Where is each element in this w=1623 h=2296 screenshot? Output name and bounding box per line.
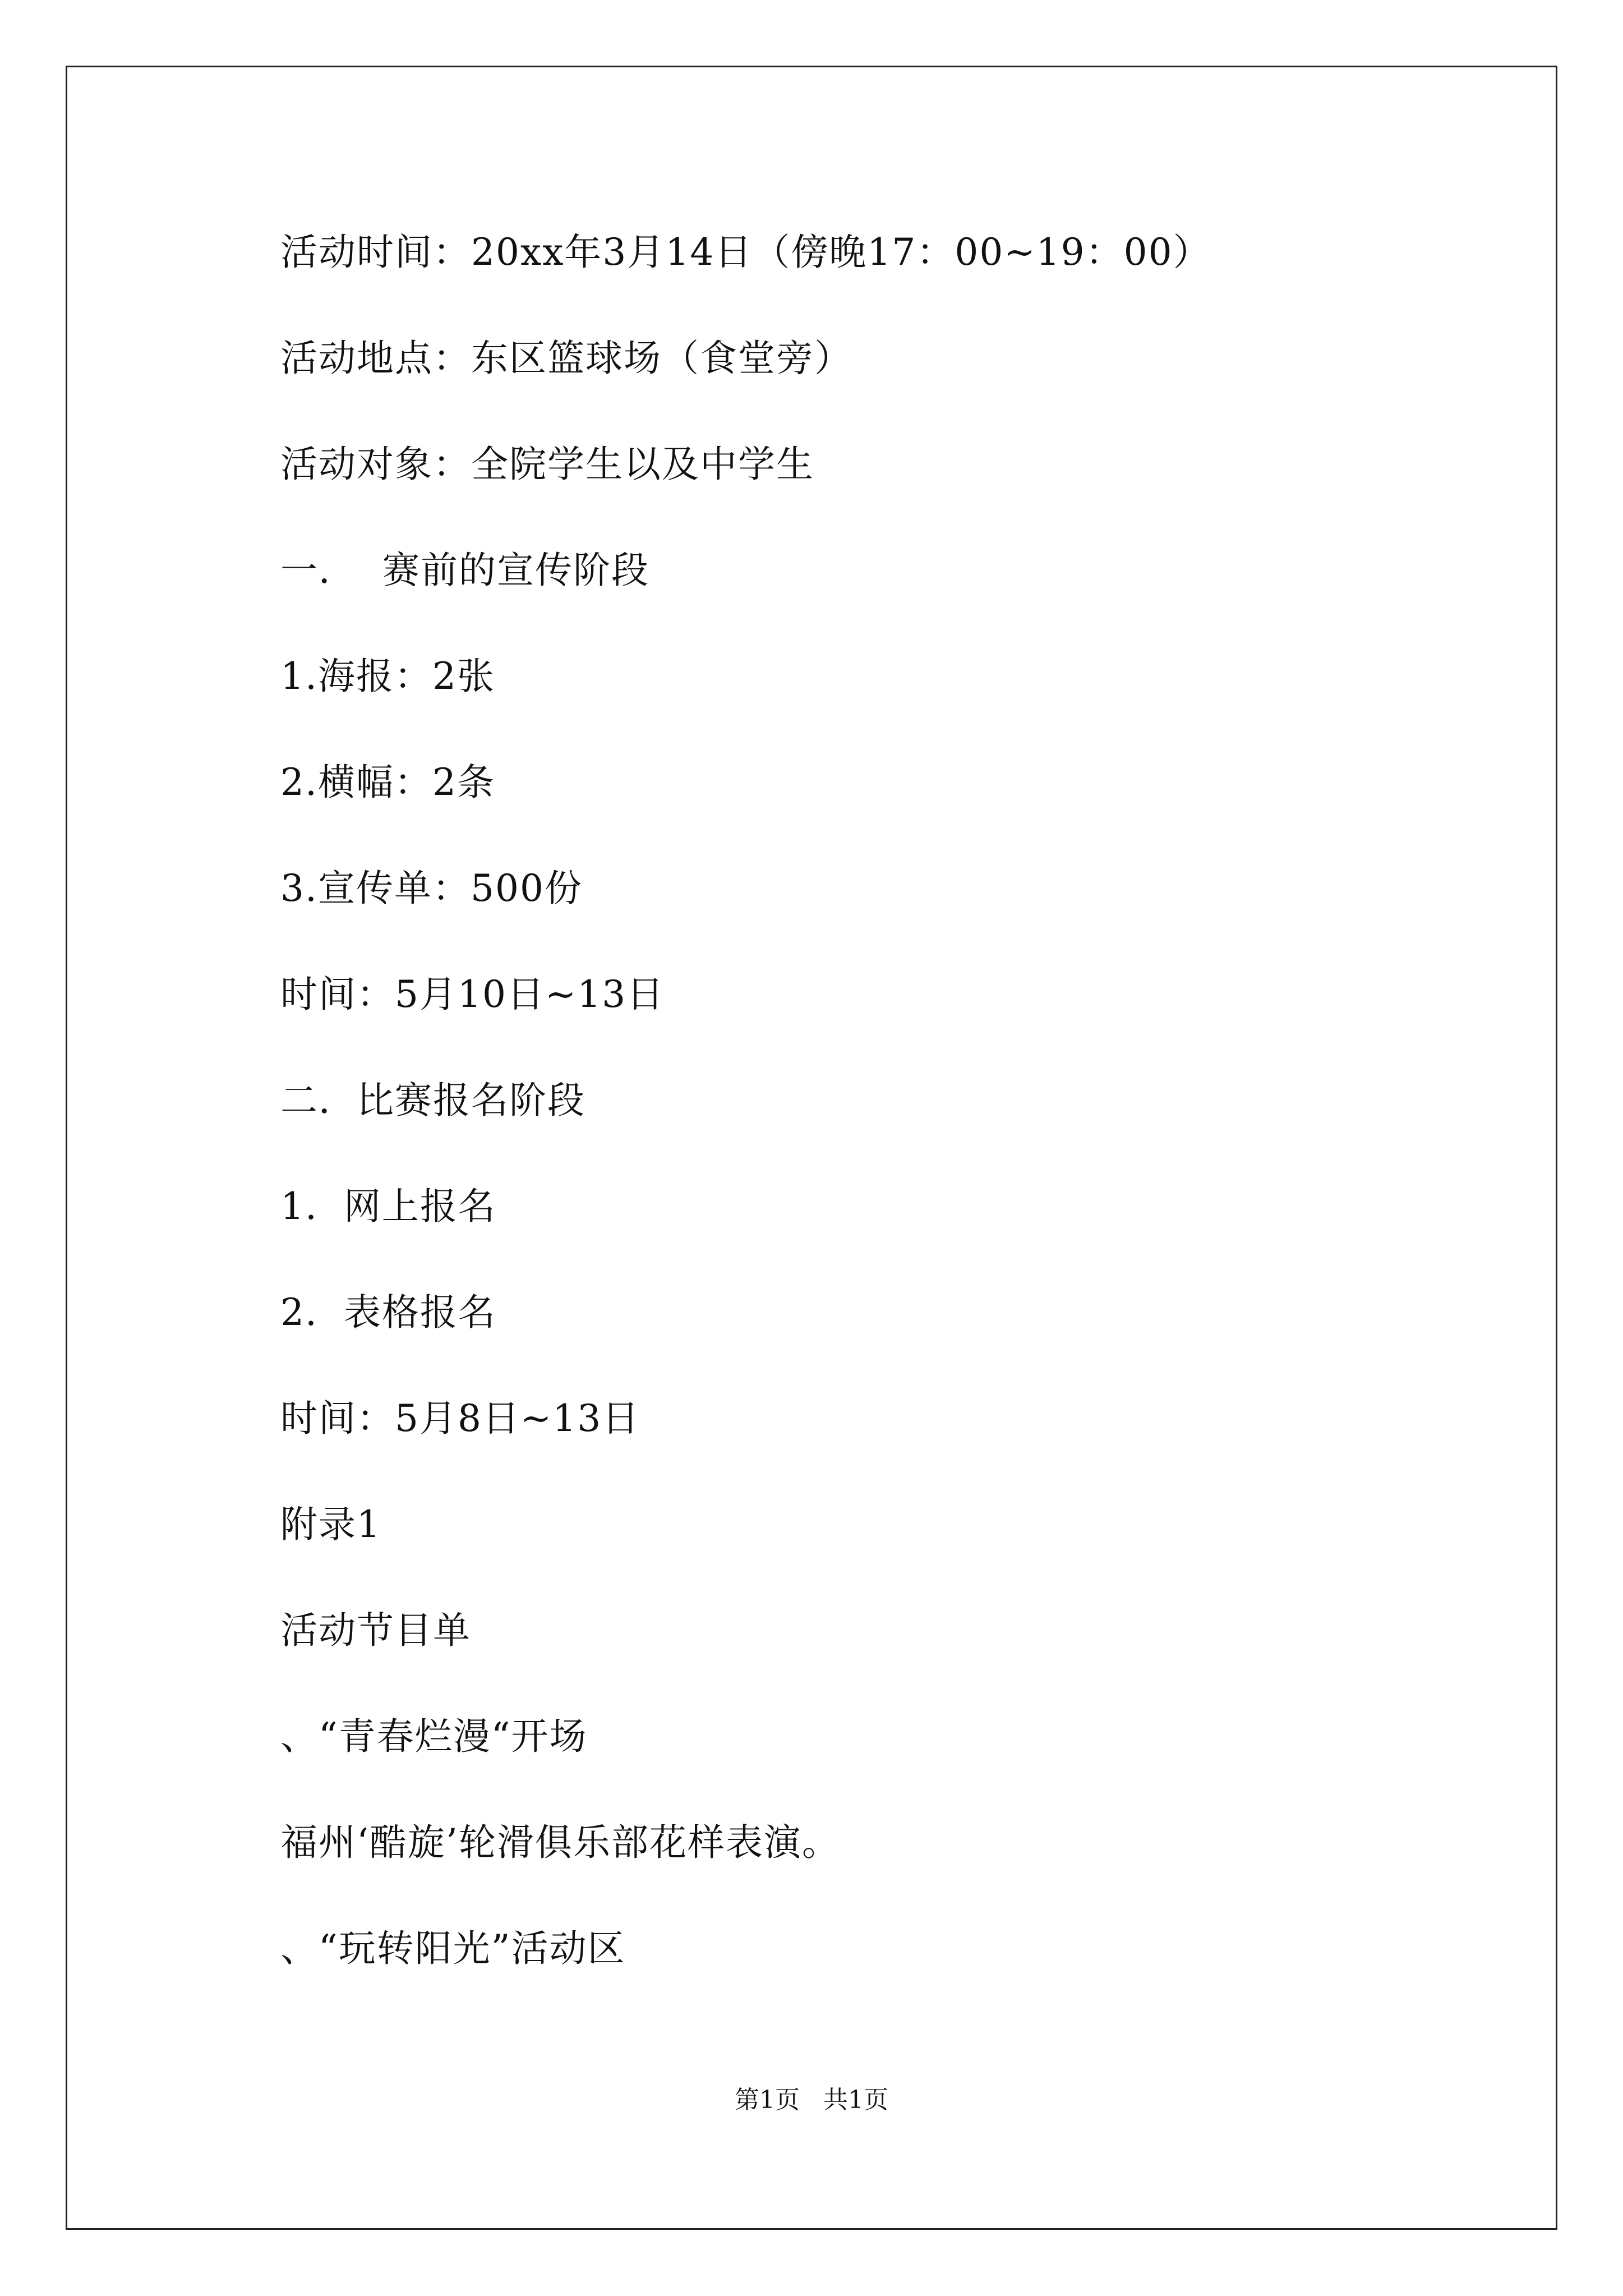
- program-list-heading: 活动节目单: [280, 1609, 471, 1652]
- text-line-registration-time: 时间：5月8日~13日: [280, 1397, 640, 1440]
- list-item-banners: 2.横幅：2条: [280, 761, 495, 804]
- list-item-posters: 1.海报：2张: [280, 655, 495, 698]
- section-heading-publicity: 一． 赛前的宣传阶段: [280, 549, 649, 592]
- list-item-flyers: 3.宣传单：500份: [280, 867, 583, 910]
- page-number-footer: 第1页 共1页: [735, 2086, 888, 2114]
- appendix-heading: 附录1: [280, 1503, 381, 1546]
- section-heading-registration: 二．比赛报名阶段: [280, 1079, 585, 1122]
- document-body: [280, 222, 1458, 2024]
- program-item-opening: 、“青春烂漫“开场: [280, 1715, 588, 1758]
- list-item-form-registration: 2. 表格报名: [280, 1291, 496, 1334]
- program-item-activity-zone: 、“玩转阳光”活动区: [280, 1927, 626, 1970]
- text-line-activity-location: 活动地点：东区篮球场（食堂旁）: [280, 337, 852, 380]
- list-item-online-registration: 1. 网上报名: [280, 1185, 496, 1228]
- text-line-activity-audience: 活动对象：全院学生以及中学生: [280, 443, 814, 486]
- program-item-skating-show: 福州‘酷旋’轮滑俱乐部花样表演。: [280, 1821, 840, 1864]
- text-line-publicity-time: 时间：5月10日~13日: [280, 973, 665, 1016]
- text-line-activity-time: 活动时间：20xx年3月14日（傍晚17：00~19：00）: [280, 231, 1211, 274]
